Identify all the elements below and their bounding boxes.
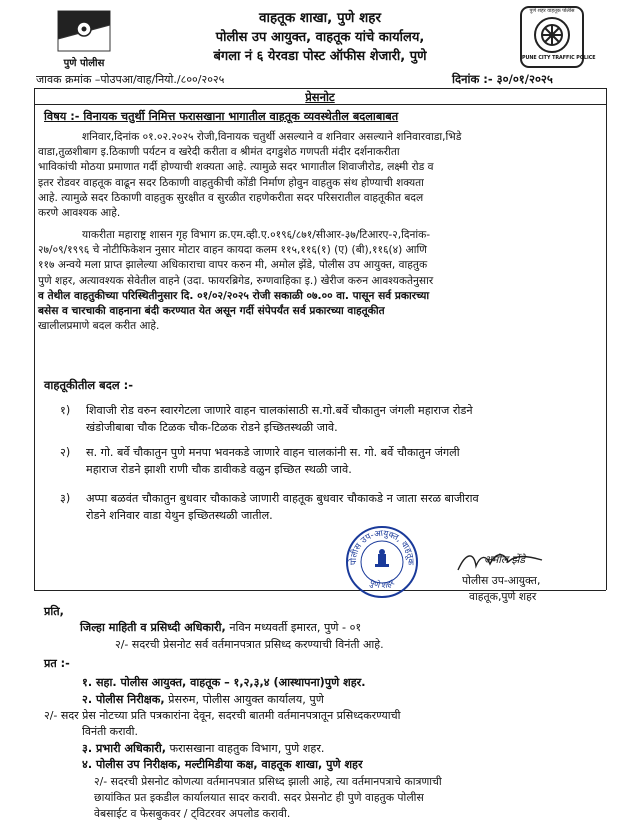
seal-bottom-text: पुणे शहर [367, 577, 397, 592]
paragraph-line: इतर रोडवर वाहतूक वाढून सदर ठिकाणी वाहतुकीची कोंडी निर्माण होवुन वाहतुक संथ होण्याची शक्यता [38, 176, 424, 189]
copy-item-2 [82, 692, 324, 707]
paragraph-line: वाडा,तुळशीबाग इ.ठिकाणी पर्यटन व खरेदी करीता व श्रीमंत दगडुशेठ गणपती मंदीर दर्शनाकरीता [38, 146, 400, 159]
paragraph-line: ११७ अन्वये मला प्राप्त झालेल्या अधिकाराचा वापर करुन मी, अमोल झेंडे, पोलीस उप आयुक्त, वाहतुक [38, 259, 428, 272]
paragraph-intro [38, 130, 600, 221]
left-logo-caption: पुणे पोलीस [63, 58, 105, 69]
to-label: प्रति, [44, 605, 64, 618]
paragraph-line: बसेस व चारचाकी वाहनाना बंदी करण्यात येत असून गर्दी संपेपर्यंत सर्व प्रकारच्या वाहतूकीत [38, 305, 385, 318]
to-request: २/- सदरची प्रेसनोट सर्व वर्तमानपत्रात प्रसिध्द करण्याची विनंती आहे. [115, 638, 384, 651]
signature-name: अमोल झेंडे [484, 554, 526, 566]
change-item [60, 490, 605, 524]
paragraph-line: याकरीता महाराष्ट्र शासन गृह विभाग क्र.एम.व्ही.ए.०१९६/८७१/सीआर-३७/टिआरए-२,दिनांक- [82, 229, 431, 241]
paragraph-line: करणे आवश्यक आहे. [38, 207, 121, 220]
right-logo-marathi: पुणे शहर वाहतूक पोलीस [529, 8, 575, 14]
paragraph-line: शनिवार,दिनांक ०१.०२.२०२५ रोजी,विनायक चतुर्थी असल्याने व शनिवार असल्याने शनिवारवाडा,भिडे [82, 131, 462, 143]
paragraph-line: भाविकांची मोठया प्रमाणात गर्दी होण्याची शक्यता आहे. त्यामुळे सदर भागातील शिवाजीरोड, लक्ष्मी रोड व [38, 161, 434, 174]
official-seal [344, 524, 420, 600]
copy-item-4: ४. पोलीस उप निरीक्षक, मल्टीमिडीया कक्ष, वाहतूक शाखा, पुणे शहर [82, 758, 363, 771]
change-item [60, 402, 605, 436]
change-number: २) [60, 446, 71, 459]
paragraph-line: आहे. त्यामुळे सदर ठिकाणी वाहतुक सुरक्षीत व सुरळीत राहणेकरीता सदर परिसरातील वाहतूकीत बदल [38, 191, 424, 204]
handwritten-signature [462, 550, 526, 569]
change-number: ३) [60, 492, 71, 505]
signatory-designation: पोलीस उप-आयुक्त, [462, 574, 541, 587]
changes-heading: वाहतूकीतील बदल :- [44, 378, 134, 392]
copy-item-3-title: ३. प्रभारी अधिकारी, [82, 742, 166, 755]
change-line: शिवाजी रोड वरुन स्वारगेटला जाणारे वाहन चालकांसाठी स.गो.बर्वे चौकातुन जंगली महाराज रोडने [86, 404, 473, 417]
right-logo-text: PUNE CITY TRAFFIC POLICE [522, 56, 596, 61]
frame-right-border [606, 88, 607, 590]
office-line-1: वाहतूक शाखा, पुणे शहर [259, 10, 381, 26]
copy-item-4-note-1: २/- सदरची प्रेसनोट कोणत्या वर्तमानपत्रात प्रसिध्द झाली आहे, त्या वर्तमानपत्राचे कात्रणाची [94, 775, 442, 788]
change-item [60, 444, 605, 478]
addressee-title: जिल्हा माहिती व प्रसिध्दी अधिकारी, [80, 621, 226, 634]
copy-item-3 [82, 741, 324, 756]
copy-item-4-note-3: वेबसाईट व फेसबुकवर / ट्विटरवर अपलोड करावी. [94, 807, 291, 820]
change-line: महाराज रोडने झाशी राणी चौक डावीकडे वळुन इच्छित स्थळी जावे. [86, 463, 352, 476]
subject-line: विषय :- विनायक चतुर्थी निमित्त फरासखाना भागातील वाहतूक व्यवस्थेतील बदलाबाबत [44, 110, 399, 123]
header-divider [34, 88, 606, 89]
seal-top-text: पोलीस उप-आयुक्त, वाहतूक [348, 528, 416, 566]
letter-date: दिनांक :- ३०/०१/२०२५ [452, 72, 553, 86]
paragraph-order [38, 228, 600, 334]
press-note-title: प्रेसनोट [305, 90, 335, 104]
paragraph-line: पुणे शहर, अत्यावश्यक सेवेतील वाहने (उदा. फायरब्रिगेड, रुग्णवाहिका इ.) खेरीज करुन आवश्यकतेनुसार [38, 274, 434, 287]
paragraph-line: व तेथील वाहतुकीच्या परिस्थितीनुसार दि. ०१/०२/२०२५ रोजी सकाळी ०७.०० वा. पासून सर्व प्रकारच्या [38, 289, 430, 302]
paragraph-line: २७/०९/१९९६ चे नोटीफिकेशन नुसार मोटार वाहन कायदा कलम ११५,११६(१) (ए) (बी),११६(४) आणि [38, 244, 427, 257]
copies-label: प्रत :- [44, 657, 70, 670]
frame-left-border [34, 88, 35, 590]
signatory-office: वाहतूक,पुणे शहर [469, 590, 537, 603]
change-line: अप्पा बळवंत चौकातुन बुधवार चौकाकडे जाणारी वाहतूक बुधवार चौकाकडे न जाता सरळ बाजीराव [86, 492, 479, 505]
traffic-police-logo [520, 6, 596, 68]
change-line: स. गो. बर्वे चौकातुन पुणे मनपा भवनकडे जाणारे वाहन चालकांनी स. गो. बर्वे चौकातुन जंगली [86, 446, 460, 459]
copy-item-3-address: फरासखाना वाहतुक विभाग, पुणे शहर. [166, 742, 325, 755]
outward-number: जावक क्रमांक –पोउपआ/वाह/नियो./८००/२०२५ [36, 73, 225, 86]
change-line: रोडने शनिवार वाडा येथुन इच्छितस्थळी जातील. [86, 509, 273, 522]
office-line-2: पोलीस उप आयुक्त, वाहतूक यांचे कार्यालय, [215, 30, 425, 45]
office-line-3: बंगला नं ६ येरवडा पोस्ट ऑफीस शेजारी, पुणे [213, 49, 427, 64]
change-number: १) [60, 404, 71, 417]
copy-item-4-note-2: छायांकित प्रत इकडील कार्यालयात सादर करावी. सदर प्रेसनोट ही पुणे वाहतुक पोलीस [94, 791, 424, 804]
copy-item-2-title: २. पोलीस निरीक्षक, [82, 693, 165, 706]
copy-item-2-note-continued: विनंती करावी. [82, 725, 138, 738]
copy-item-2-address: प्रेसरुम, पोलीस आयुक्त कार्यालय, पुणे [164, 693, 324, 706]
change-line: खंडोजीबाबा चौक टिळक चौक-टिळक रोडने इच्छितस्थळी जावे. [86, 421, 338, 434]
copy-item-2-note: २/- सदर प्रेस नोटच्या प्रति पत्रकारांना देवून, सदरची बातमी वर्तमानपत्रातून प्रसिध्दकरण्याची [44, 709, 401, 722]
paragraph-line: खालीलप्रमाणे बदल करीत आहे. [38, 320, 160, 333]
copy-item-1: १. सहा. पोलीस आयुक्त, वाहतूक – १,२,३,४ (आस्थापना)पुणे शहर. [82, 676, 366, 689]
addressee-address: नविन मध्यवर्ती इमारत, पुणे - ०१ [225, 621, 362, 634]
addressee [80, 620, 361, 635]
